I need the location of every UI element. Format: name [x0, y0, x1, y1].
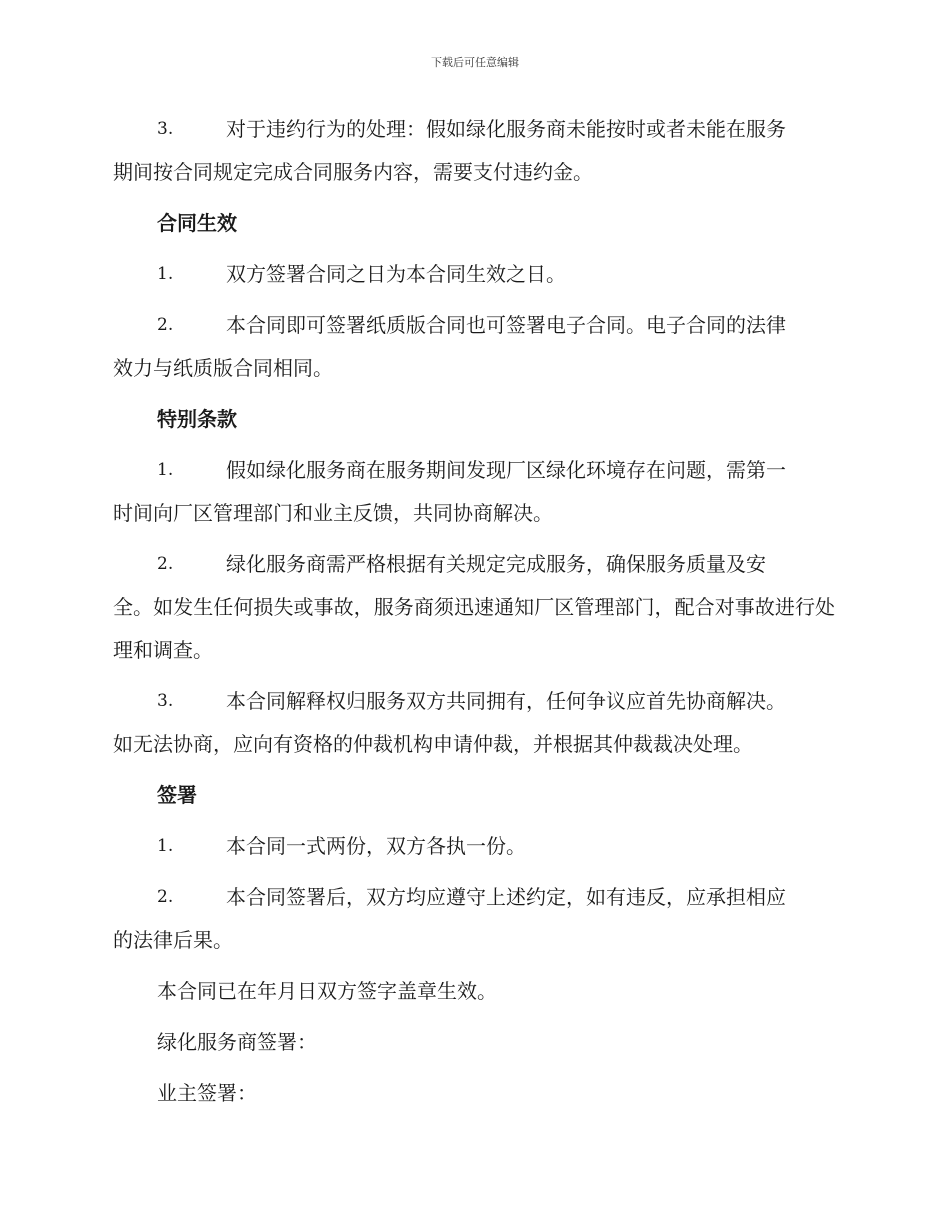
clause-text-line1: 本合同一式两份，双方各执一份。: [226, 834, 526, 858]
clause-copies: [113, 825, 835, 868]
clause-text-rest: 期间按合同规定完成合同服务内容，需要支付违约金。: [113, 160, 593, 184]
clause-text-rest: 效力与纸质版合同相同。: [113, 356, 333, 380]
clause-text-line1: 对于违约行为的处理：假如绿化服务商未能按时或者未能在服务: [226, 117, 786, 141]
clause-service-quality: [113, 543, 835, 672]
clause-text-line1: 假如绿化服务商在服务期间发现厂区绿化环境存在问题，需第一: [226, 458, 786, 482]
clause-number: 2.: [157, 554, 174, 574]
section-heading-signing: 签署: [157, 783, 197, 807]
clause-text-rest: 如无法协商，应向有资格的仲裁机构申请仲裁，并根据其仲裁裁决处理。: [113, 732, 753, 756]
clause-text-rest: 时间向厂区管理部门和业主反馈，共同协商解决。: [113, 501, 553, 525]
clause-effective-date: [113, 253, 835, 296]
clause-text-line1: 本合同解释权归服务双方共同拥有，任何争议应首先协商解决。: [226, 689, 786, 713]
clause-text-line1: 绿化服务商需严格根据有关规定完成服务，确保服务质量及安: [226, 552, 766, 576]
signature-line-owner: 业主签署：: [157, 1081, 257, 1105]
clause-text-line1: 双方签署合同之日为本合同生效之日。: [226, 262, 566, 286]
clause-number: 1.: [157, 460, 174, 480]
clause-text-rest: 全。如发生任何损失或事故，服务商须迅速通知厂区管理部门，配合对事故进行处理和调查。: [113, 595, 835, 662]
signature-line-service-provider: 绿化服务商签署：: [157, 1030, 317, 1054]
clause-dispute-resolution: [113, 680, 835, 766]
clause-breach-handling: [113, 108, 835, 194]
clause-text-line1: 本合同即可签署纸质版合同也可签署电子合同。电子合同的法律: [226, 313, 786, 337]
clause-number: 3.: [157, 691, 174, 711]
clause-text-line1: 本合同签署后，双方均应遵守上述约定，如有违反，应承担相应: [226, 885, 786, 909]
clause-electronic-contract: [113, 304, 835, 390]
section-heading-effectiveness: 合同生效: [157, 211, 237, 235]
effective-statement: 本合同已在年月日双方签字盖章生效。: [157, 979, 497, 1003]
clause-number: 1.: [157, 836, 174, 856]
clause-number: 2.: [157, 887, 174, 907]
clause-number: 2.: [157, 315, 174, 335]
page-header: 下载后可任意编辑: [431, 56, 519, 69]
clause-text-rest: 的法律后果。: [113, 928, 233, 952]
clause-report-issues: [113, 449, 835, 535]
clause-obligations: [113, 876, 835, 962]
clause-number: 3.: [157, 119, 174, 139]
clause-number: 1.: [157, 264, 174, 284]
contract-body: [113, 108, 835, 1123]
section-heading-special-terms: 特别条款: [157, 407, 237, 431]
